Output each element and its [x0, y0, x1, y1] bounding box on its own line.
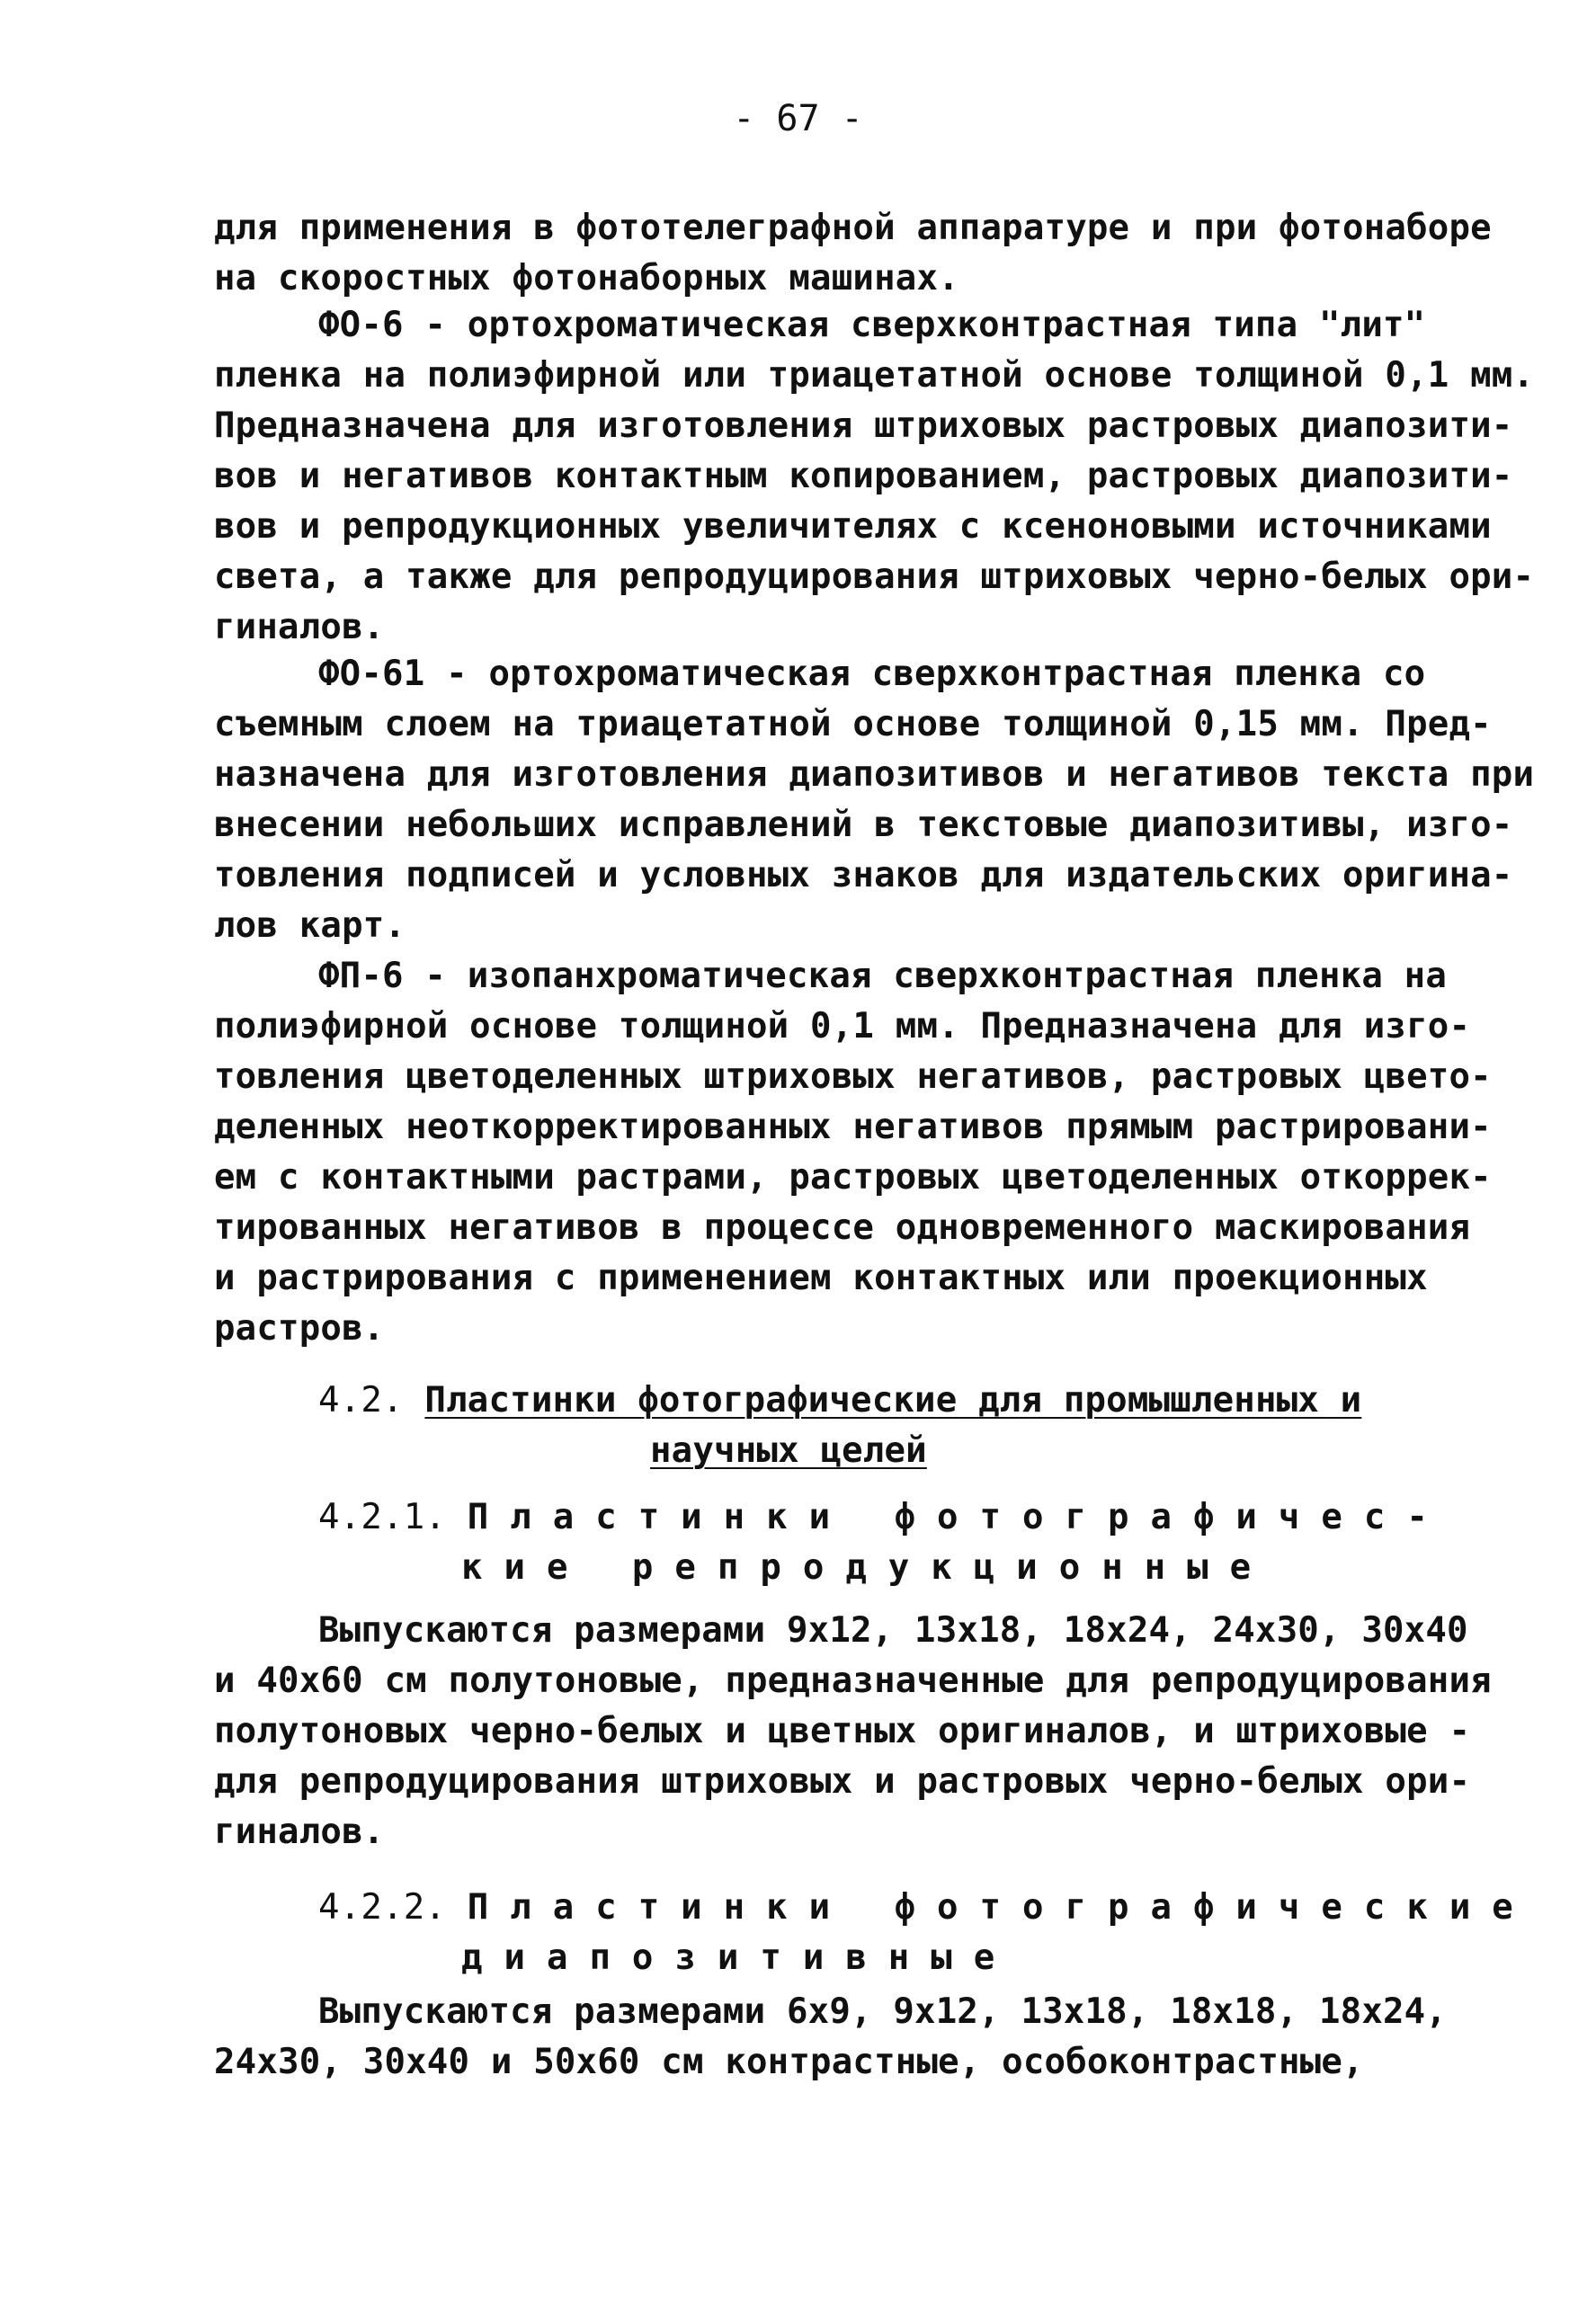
heading-line — [214, 1426, 1491, 1476]
heading-line — [214, 1492, 1491, 1543]
text-line: и 40х60 см полутоновые, предназначенные для репродуцирования — [214, 1661, 1492, 1701]
text-line: гиналов. — [214, 1812, 385, 1852]
text-line: для репродуцирования штриховых и растровых черно-белых ори- — [214, 1761, 1471, 1802]
text-line: товления цветоделенных штриховых негативов, растровых цвето- — [214, 1056, 1492, 1097]
text-line: назначена для изготовления диапозитивов и негативов текста при — [214, 754, 1535, 795]
section-heading-4-2-1 — [214, 1492, 1491, 1593]
text-line: деленных неоткорректированных негативов прямым растрировани- — [214, 1107, 1492, 1147]
section-body-4-2-2 — [214, 1987, 1491, 2088]
paragraph-fp-6 — [214, 951, 1491, 1354]
text-line: съемным слоем на триацетатной основе толщиной 0,15 мм. Пред- — [214, 704, 1492, 744]
text-line: растров. — [214, 1308, 385, 1349]
section-title: Пластинки фотографические для промышленных и — [424, 1380, 1362, 1421]
text-line: тированных негативов в процессе одновременного маскирования — [214, 1207, 1471, 1248]
section-body-4-2-1 — [214, 1606, 1491, 1857]
section-number: 4.2.1. — [318, 1497, 447, 1537]
text-line: товления подписей и условных знаков для издательских оригина- — [214, 855, 1513, 895]
text-line: вов и негативов контактным копированием, растровых диапозити- — [214, 456, 1513, 496]
heading-line — [214, 1376, 1491, 1426]
paragraph-fo-61 — [214, 649, 1535, 951]
heading-line — [214, 1933, 1491, 1983]
text-line: 24х30, 30х40 и 50х60 см контрастные, особоконтрастные, — [214, 2042, 1364, 2082]
text-line: вов и репродукционных увеличителях с ксеноновыми источниками — [214, 506, 1492, 547]
paragraph-continuation — [214, 203, 1491, 304]
section-title-continued: диапозитивные — [461, 1937, 1017, 1978]
text-line: Выпускаются размерами 9х12, 13х18, 18х24, 24х30, 30х40 — [318, 1610, 1468, 1651]
text-line: полутоновых черно-белых и цветных оригиналов, и штриховые - — [214, 1711, 1471, 1751]
text-line: для применения в фототелеграфной аппаратуре и при фотонаборе — [214, 208, 1492, 248]
heading-line — [214, 1543, 1491, 1593]
text-line: лов карт. — [214, 905, 406, 946]
section-title: Пластинки фотографичес- — [467, 1497, 1449, 1537]
text-line: и растрирования с применением контактных или проекционных — [214, 1258, 1428, 1298]
section-title-continued: научных целей — [650, 1430, 927, 1471]
text-line: Предназначена для изготовления штриховых растровых диапозити- — [214, 405, 1513, 446]
text-line: Выпускаются размерами 6х9, 9х12, 13х18, 18х18, 18х24, — [318, 1991, 1448, 2032]
text-line: ем с контактными растрами, растровых цветоделенных откоррек- — [214, 1157, 1492, 1198]
section-number: 4.2. — [318, 1380, 404, 1421]
text-line: полиэфирной основе толщиной 0,1 мм. Предназначена для изго- — [214, 1006, 1471, 1047]
page-number: - 67 - — [733, 98, 863, 139]
section-number: 4.2.2. — [318, 1887, 447, 1928]
text-line: ФО-61 - ортохроматическая сверхконтрастная пленка со — [318, 654, 1426, 694]
section-title-continued: кие репродукционные — [461, 1547, 1273, 1588]
section-heading-4-2-2 — [214, 1883, 1535, 1983]
paragraph-fo-6 — [214, 300, 1535, 653]
text-line: гиналов. — [214, 607, 385, 647]
section-heading-4-2 — [214, 1376, 1491, 1476]
text-line: пленка на полиэфирной или триацетатной основе толщиной 0,1 мм. — [214, 355, 1535, 396]
text-line: света, а также для репродуцирования штриховых черно-белых ори- — [214, 557, 1535, 597]
text-line: на скоростных фотонаборных машинах. — [214, 258, 959, 298]
text-line: ФП-6 - изопанхроматическая сверхконтрастная пленка на — [318, 956, 1448, 996]
text-line: внесении небольших исправлений в текстовые диапозитивы, изго- — [214, 805, 1513, 845]
heading-line — [214, 1883, 1535, 1933]
text-line: ФО-6 - ортохроматическая сверхконтрастная типа "лит" — [318, 305, 1426, 345]
section-title: Пластинки фотографические — [467, 1887, 1535, 1928]
